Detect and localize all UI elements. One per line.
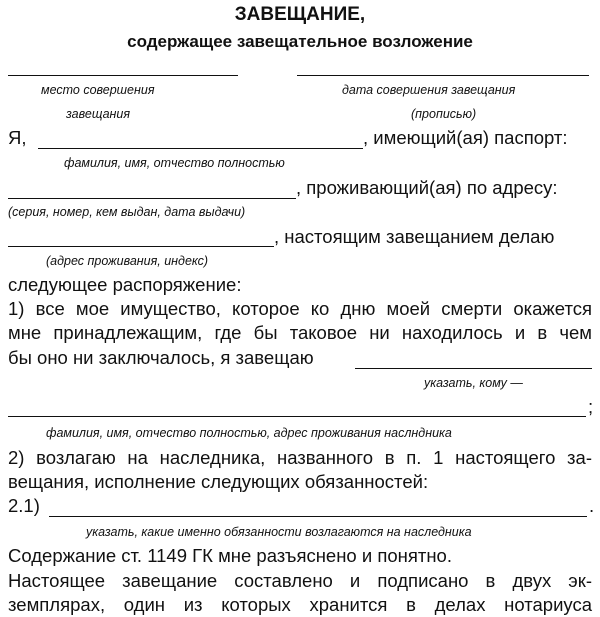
heir-blank-1[interactable]	[355, 368, 592, 369]
article-line: Содержание ст. 1149 ГК мне разъяснено и понятно.	[8, 545, 452, 566]
order-line: следующее распоряжение:	[8, 274, 242, 295]
period: .	[589, 495, 595, 516]
fio-blank[interactable]	[38, 148, 363, 149]
hint-date-1: дата совершения завещания	[342, 83, 516, 97]
address-blank[interactable]	[8, 246, 274, 247]
p1-line-1: 1) все мое имущество, которое ко дню моей смерти окажется	[8, 298, 592, 319]
hint-passport: (серия, номер, кем выдан, дата выдачи)	[8, 205, 246, 219]
document-subtitle: содержащее завещательное возложение	[127, 32, 473, 51]
p2-line-2: вещания, исполнение следующих обязанностей:	[8, 471, 429, 492]
hint-heir: фамилия, имя, отчество полностью, адрес проживания наслндника	[46, 426, 452, 440]
passport-blank[interactable]	[8, 198, 296, 199]
heir-blank-2[interactable]	[8, 416, 586, 417]
hint-place-1: место совершения	[41, 83, 155, 97]
duties-blank[interactable]	[49, 516, 587, 517]
hint-date-2: (прописью)	[411, 107, 477, 121]
hint-duties: указать, какие именно обязанности возлагаются на наследника	[86, 525, 472, 539]
hint-to-whom: указать, кому —	[424, 376, 523, 390]
passport-text: , имеющий(ая) паспорт:	[363, 127, 568, 148]
hint-fio: фамилия, имя, отчество полностью	[64, 156, 285, 170]
testament-text: , настоящим завещанием делаю	[274, 226, 555, 247]
residing-text: , проживающий(ая) по адресу:	[296, 177, 558, 198]
final-line-1: Настоящее завещание составлено и подписано в двух эк-	[8, 570, 592, 591]
p21-label: 2.1)	[8, 495, 40, 516]
p1-line-3: бы оно ни заключалось, я завещаю	[8, 347, 314, 368]
ya-label: Я,	[8, 127, 27, 148]
semicolon: ;	[588, 396, 594, 417]
p1-line-2: мне принадлежащим, где бы таковое ни находилось и в чем	[8, 322, 592, 343]
hint-place-2: завещания	[66, 107, 131, 121]
p2-line-1: 2) возлагаю на наследника, названного в п. 1 настоящего за-	[8, 447, 592, 468]
place-blank[interactable]	[8, 75, 238, 76]
final-line-2: земплярах, один из которых хранится в делах нотариуса	[8, 594, 592, 615]
hint-address: (адрес проживания, индекс)	[46, 254, 209, 268]
document-title: ЗАВЕЩАНИЕ,	[234, 4, 366, 25]
date-blank[interactable]	[297, 75, 589, 76]
